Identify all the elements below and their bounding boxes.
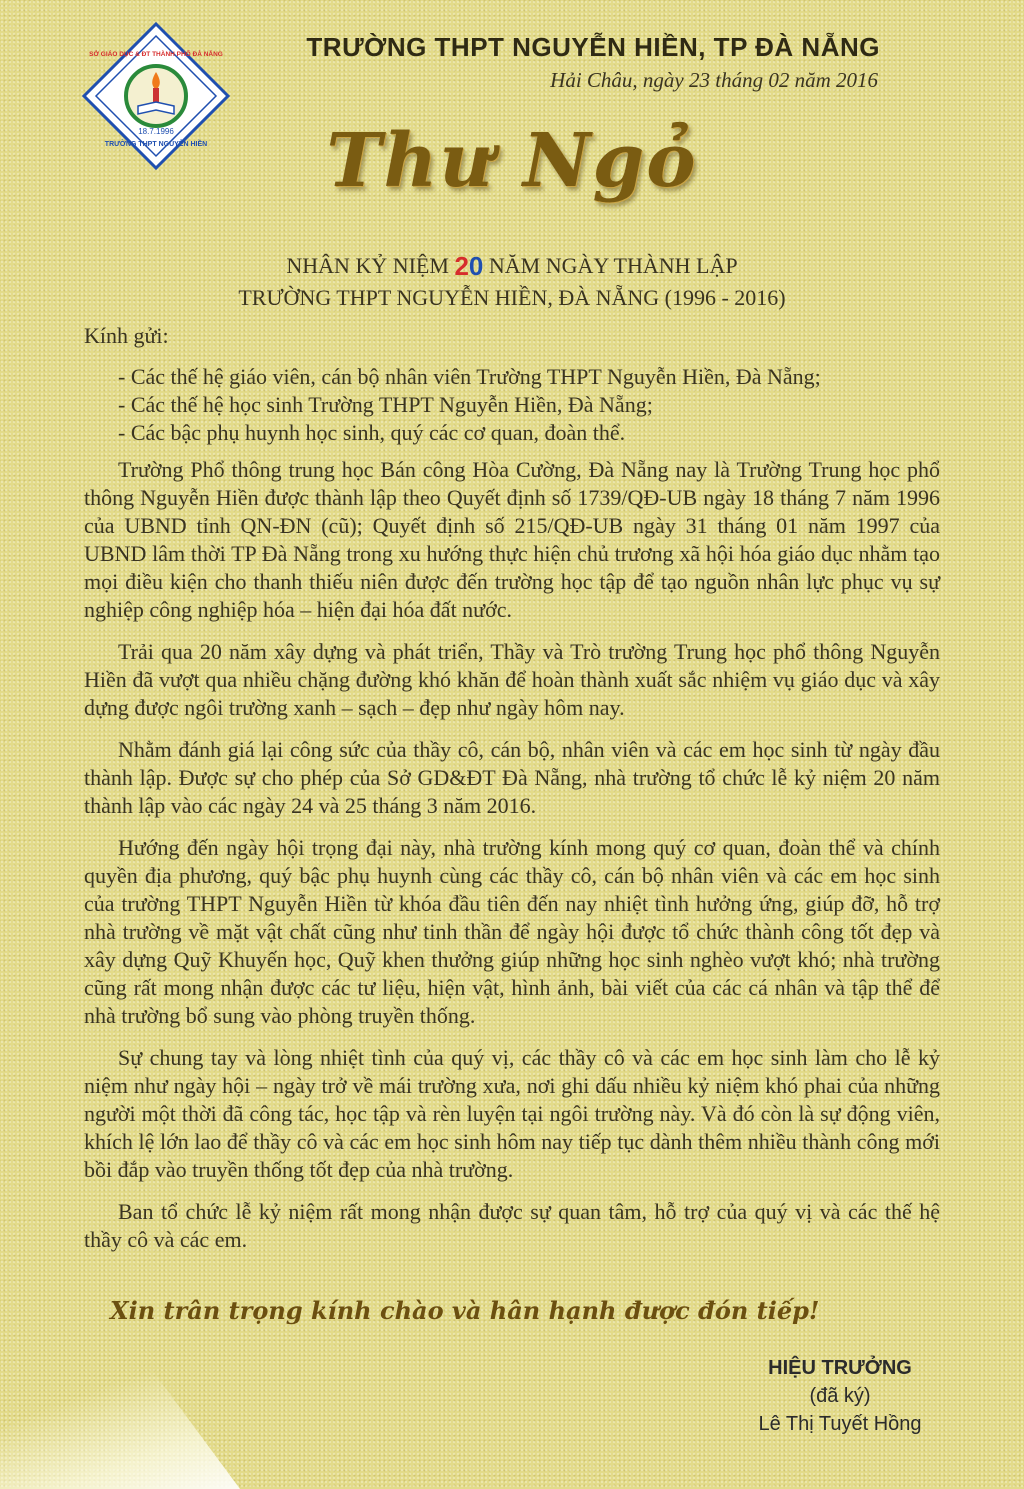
logo-founded-date: 18.7.1996: [138, 127, 174, 136]
closing-salutation: Xin trân trọng kính chào và hân hạnh được đón tiếp!: [110, 1296, 820, 1325]
logo-top-text: SỞ GIÁO DỤC & ĐT THÀNH PHỐ ĐÀ NẴNG: [89, 51, 223, 58]
greeting: Kính gửi:: [84, 323, 169, 348]
recipient-item: - Các thế hệ giáo viên, cán bộ nhân viên Trường THPT Nguyễn Hiền, Đà Nẵng;: [118, 364, 821, 389]
date-line: Hải Châu, ngày 23 tháng 02 năm 2016: [550, 68, 878, 92]
body-paragraph: Ban tổ chức lễ kỷ niệm rất mong nhận được sự quan tâm, hỗ trợ của quý vị và các thế hệ thầy cô và các em.: [84, 1199, 940, 1252]
body-paragraph: Trải qua 20 năm xây dựng và phát triển, Thầy và Trò trường Trung học phổ thông Nguyễn Hiền đã vượt qua nhiều chặng đường khó khăn để hoàn thành xuất sắc nhiệm vụ giáo dục và xây dựng được ngôi trường xanh – sạch – đẹp như ngày hôm nay.: [84, 639, 940, 720]
letter-title: Thư Ngỏ: [326, 118, 698, 204]
body-paragraph: Nhằm đánh giá lại công sức của thầy cô, cán bộ, nhân viên và các em học sinh từ ngày đầu thành lập. Được sự cho phép của Sở GD&ĐT Đà Nẵng, nhà trường tổ chức lễ kỷ niệm 20 năm thành lập vào các ngày 24 và 25 tháng 3 năm 2016.: [84, 737, 940, 818]
signature-role: HIỆU TRƯỞNG: [768, 1357, 912, 1379]
badge-digit-2: 2: [454, 251, 469, 281]
signature-status: (đã ký): [809, 1385, 871, 1407]
torch-handle-icon: [153, 88, 159, 102]
occasion-suffix: NĂM NGÀY THÀNH LẬP: [483, 253, 738, 278]
recipient-item: - Các bậc phụ huynh học sinh, quý các cơ quan, đoàn thể.: [118, 420, 626, 445]
occasion-line-2: TRƯỜNG THPT NGUYỄN HIỀN, ĐÀ NẴNG (1996 - 2016): [238, 285, 786, 310]
occasion-line-1: [0, 250, 1024, 282]
badge-digit-0: 0: [468, 251, 484, 281]
page-curl-decoration: [0, 1359, 240, 1489]
body-paragraph: Sự chung tay và lòng nhiệt tình của quý vị, các thầy cô và các em học sinh làm cho lễ kỷ niệm như ngày hội – ngày trở về mái trường xưa, nơi ghi dấu nhiều kỷ niệm khó phai của những người một thời đã công tác, học tập và rèn luyện tại ngôi trường này. Và đó còn là sự động viên, khích lệ lớn lao để thầy cô và các em học sinh hôm nay tiếp tục dành thêm nhiều thành công mới bồi đắp vào truyền thống tốt đẹp của nhà trường.: [84, 1045, 940, 1182]
recipient-item: - Các thế hệ học sinh Trường THPT Nguyễn Hiền, Đà Nẵng;: [118, 392, 653, 417]
logo-bottom-text: TRƯỜNG THPT NGUYỄN HIỀN: [104, 141, 208, 148]
body-paragraph: Trường Phổ thông trung học Bán công Hòa Cường, Đà Nẵng nay là Trường Trung học phổ thông Nguyễn Hiền được thành lập theo Quyết định số 1739/QĐ-UB ngày 18 tháng 7 năm 1996 của UBND tỉnh QN-ĐN (cũ); Quyết định số 215/QĐ-UB ngày 31 tháng 01 năm 1997 của UBND lâm thời TP Đà Nẵng trong xu hướng thực hiện chủ trương xã hội hóa giáo dục nhằm tạo mọi điều kiện cho thanh thiếu niên được đến trường học tập để tạo nguồn nhân lực phục vụ sự nghiệp công nghiệp hóa – hiện đại hóa đất nước.: [84, 457, 940, 622]
recipient-list: [118, 363, 821, 447]
signature-block: [730, 1354, 950, 1438]
body-paragraph: Hướng đến ngày hội trọng đại này, nhà trường kính mong quý cơ quan, đoàn thể và chính quyền địa phương, quý bậc phụ huynh cùng các thầy cô, cán bộ nhân viên và các em học sinh của trường THPT Nguyễn Hiền từ khóa đầu tiên đến nay nhiệt tình hưởng ứng, giúp đỡ, hỗ trợ nhà trường về mặt vật chất cũng như tinh thần để ngày hội được tổ chức thành công tốt đẹp và xây dựng Quỹ Khuyến học, Quỹ khen thưởng giúp những học sinh nghèo vượt khó; nhà trường cũng rất mong nhận được các tư liệu, hiện vật, hình ảnh, bài viết của các cá nhân và tập thể để nhà trường bổ sung vào phòng truyền thống.: [84, 835, 940, 1028]
occasion-heading: [0, 250, 1024, 314]
twenty-years-badge-icon: [454, 251, 484, 281]
signature-name: Lê Thị Tuyết Hồng: [758, 1413, 922, 1435]
occasion-prefix: NHÂN KỶ NIỆM: [286, 253, 455, 278]
school-name-header: TRƯỜNG THPT NGUYỄN HIỀN, TP ĐÀ NẴNG: [306, 32, 880, 62]
letter-body: [84, 456, 940, 1268]
